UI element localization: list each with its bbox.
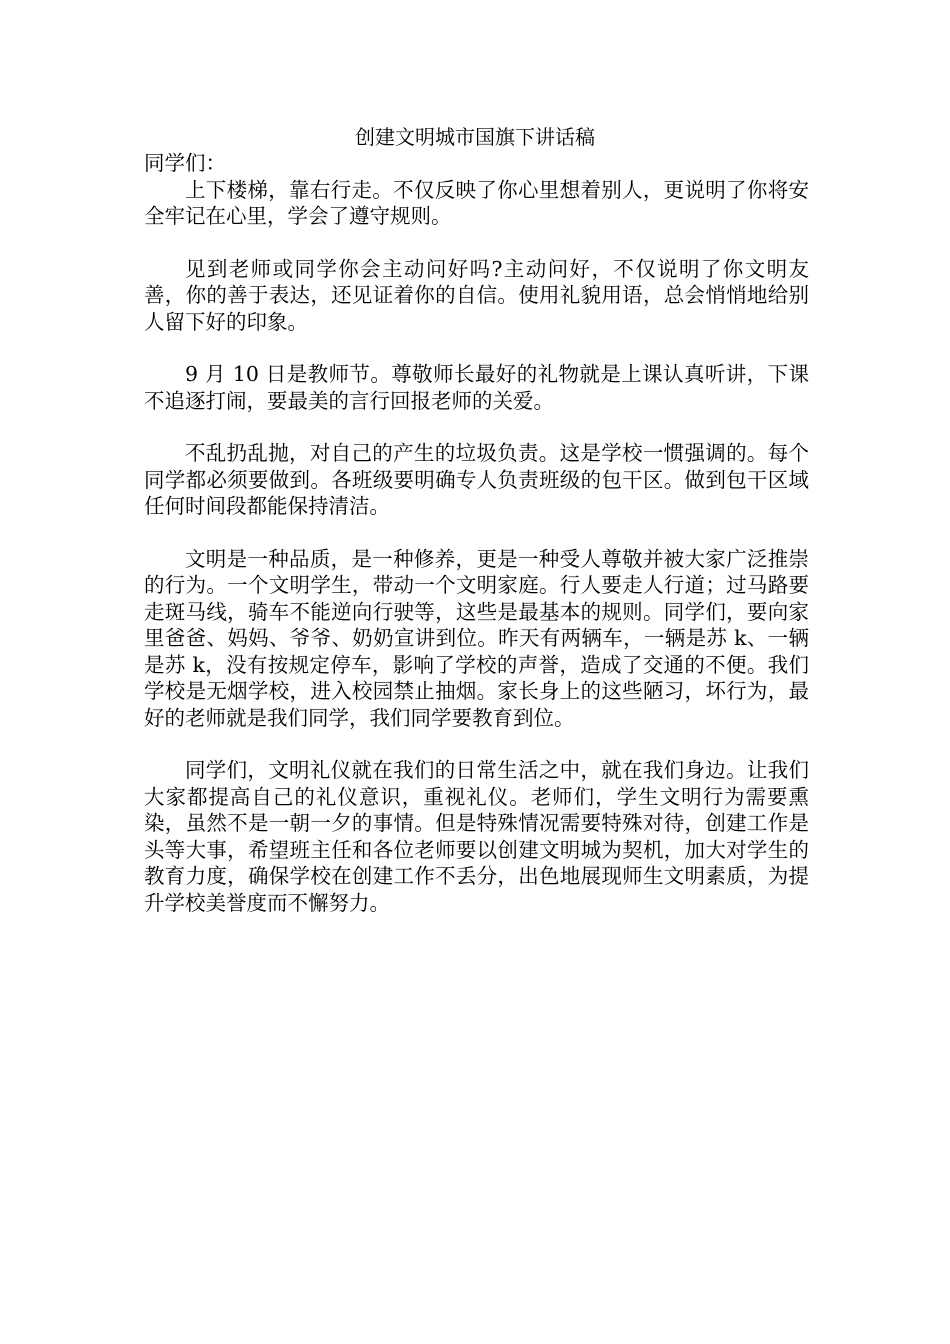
paragraph-greeting: 见到老师或同学你会主动问好吗?主动问好，不仅说明了你文明友善，你的善于表达，还见证着你的自信。使用礼貌用语，总会悄悄地给别人留下好的印象。	[144, 256, 809, 334]
paragraph-litter: 不乱扔乱抛，对自己的产生的垃圾负责。这是学校一惯强调的。每个同学都必须要做到。各班级要明确专人负责班级的包干区。做到包干区域任何时间段都能保持清洁。	[144, 441, 809, 518]
salutation: 同学们：	[144, 151, 226, 175]
paragraph-stairs: 上下楼梯，靠右行走。不仅反映了你心里想着别人，更说明了你将安全牢记在心里，学会了遵守规则。	[144, 177, 809, 228]
paragraph-teachers-day: 9 月 10 日是教师节。尊敬师长最好的礼物就是上课认真听讲，下课不追逐打闹，要最美的言行回报老师的关爱。	[144, 362, 809, 413]
paragraph-civility: 文明是一种品质，是一种修养，更是一种受人尊敬并被大家广泛推崇的行为。一个文明学生，带动一个文明家庭。行人要走人行道；过马路要走斑马线，骑车不能逆向行驶等，这些是最基本的规则。同学们，要向家里爸爸、妈妈、爷爷、奶奶宣讲到位。昨天有两辆车，一辆是苏 k、一辆是苏 k，没有按规定停车，影响了学校的声誉，造成了交通的不便。我们学校是无烟学校，进入校园禁止抽烟。家长身上的这些陋习，坏行为，最好的老师就是我们同学，我们同学要教育到位。	[144, 546, 809, 730]
document-body	[144, 150, 809, 942]
document-title: 创建文明城市国旗下讲话稿	[355, 125, 595, 149]
paragraph-closing: 同学们，文明礼仪就在我们的日常生活之中，就在我们身边。让我们大家都提高自己的礼仪意识，重视礼仪。老师们，学生文明行为需要熏染，虽然不是一朝一夕的事情。但是特殊情况需要特殊对待，创建工作是头等大事，希望班主任和各位老师要以创建文明城为契机，加大对学生的教育力度，确保学校在创建工作不丢分，出色地展现师生文明素质，为提升学校美誉度而不懈努力。	[144, 758, 809, 915]
